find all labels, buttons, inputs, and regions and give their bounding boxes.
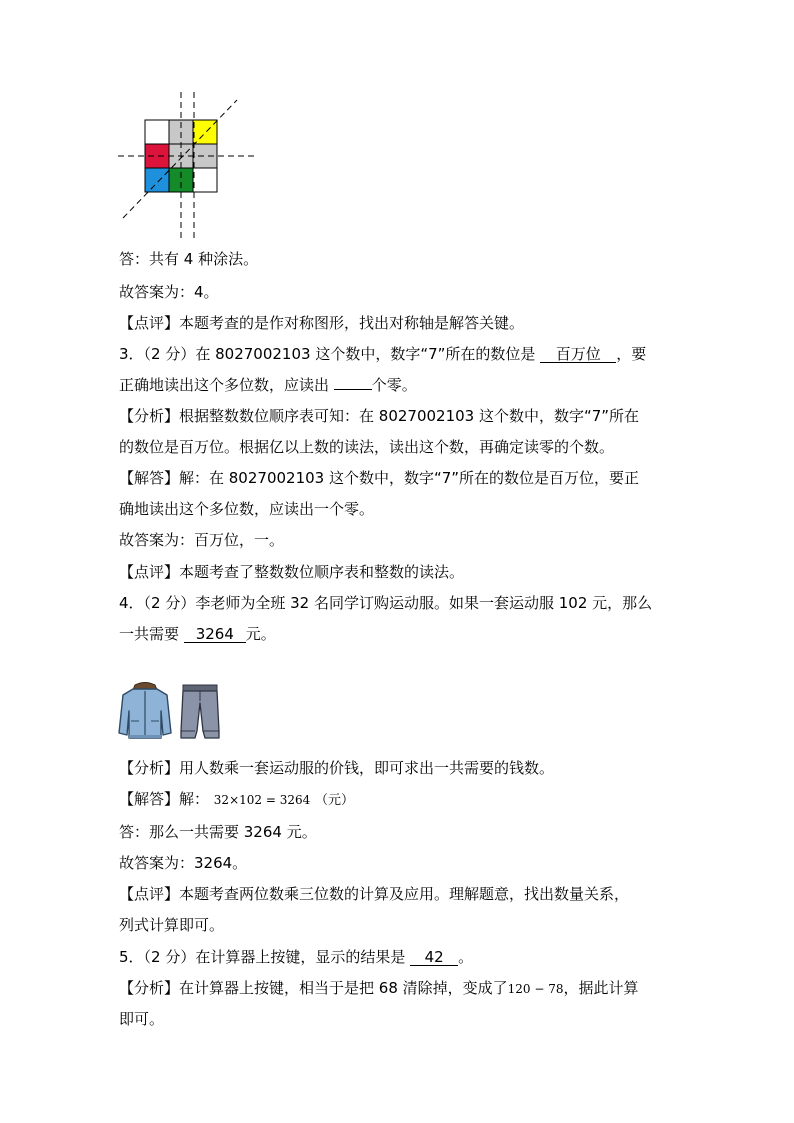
q3-answer: 故答案为：百万位，一。 <box>119 531 285 549</box>
grid-cell <box>145 120 169 144</box>
q5-analysis-2: 即可。 <box>119 1010 165 1028</box>
q4-answer: 故答案为：3264。 <box>119 854 248 872</box>
q3-blank1: 百万位 <box>540 346 616 363</box>
jacket-icon <box>117 681 173 741</box>
symmetry-grid-figure <box>115 90 260 240</box>
q4-solution <box>119 790 354 810</box>
q3-solution-1: 【解答】解：在 8027002103 这个数中，数字“7”所在的数位是百万位，要正 <box>119 469 640 487</box>
q3-line2-prefix: 正确地读出这个多位数，应读出 <box>119 376 330 394</box>
q4-solution-prefix: 【解答】解： <box>119 790 210 808</box>
q4-line2-prefix: 一共需要 <box>119 625 180 643</box>
q3-analysis-2: 的数位是百万位。根据亿以上数的读法，读出这个数，再确定读零的个数。 <box>119 438 615 456</box>
q4-comment-2: 列式计算即可。 <box>119 916 225 934</box>
q3-comment: 【点评】本题考查了整数数位顺序表和整数的读法。 <box>119 563 465 581</box>
q5-line1-suffix: 。 <box>458 948 474 966</box>
comment-1: 【点评】本题考查的是作对称图形，找出对称轴是解答关键。 <box>119 314 525 332</box>
grid-cell <box>169 168 193 192</box>
answer-is-1: 故答案为：4。 <box>119 283 219 301</box>
q4-comment-1: 【点评】本题考查两位数乘三位数的计算及应用。理解题意，找出数量关系， <box>119 885 630 903</box>
grid-cell <box>193 168 217 192</box>
q3-line2 <box>119 376 417 394</box>
q5-analysis-formula: 120 − 78 <box>507 982 564 996</box>
grid-cell <box>193 120 217 144</box>
answer-count: 答：共有 4 种涂法。 <box>119 250 259 268</box>
q4-line2 <box>119 625 276 643</box>
q3-line1-suffix: ，要 <box>616 345 647 363</box>
q5-line1 <box>119 948 473 966</box>
q4-line1: 4．（2 分）李老师为全班 32 名同学订购运动服。如果一套运动服 102 元，那么 <box>119 594 653 612</box>
q4-analysis: 【分析】用人数乘一套运动服的价钱，即可求出一共需要的钱数。 <box>119 759 555 777</box>
q4-solution-formula: 32×102 = 3264 <box>213 793 311 807</box>
q3-line1 <box>119 345 646 363</box>
q4-line2-suffix: 元。 <box>245 625 276 643</box>
diagonal-axis <box>123 100 237 218</box>
q5-line1-prefix: 5．（2 分）在计算器上按键，显示的结果是 <box>119 948 406 966</box>
pants-icon <box>179 683 221 743</box>
q3-solution-2: 确地读出这个多位数，应读出一个零。 <box>119 500 375 518</box>
q4-solution-unit: （元） <box>315 793 355 808</box>
q3-line1-prefix: 3．（2 分）在 8027002103 这个数中，数字“7”所在的数位是 <box>119 345 536 363</box>
grid-cell <box>145 168 169 192</box>
q5-blank: 42 <box>410 949 458 966</box>
q5-analysis-suffix: ，据此计算 <box>563 979 639 997</box>
q3-blank2 <box>334 389 372 390</box>
q5-analysis-prefix: 【分析】在计算器上按键，相当于是把 68 清除掉，变成了 <box>119 979 508 997</box>
q4-statement: 答：那么一共需要 3264 元。 <box>119 823 317 841</box>
q4-blank: 3264 <box>184 626 246 643</box>
q3-line2-suffix: 个零。 <box>371 376 417 394</box>
q3-analysis-1: 【分析】根据整数数位顺序表可知：在 8027002103 这个数中，数字“7”所在 <box>119 407 640 425</box>
q5-analysis-1 <box>119 979 639 998</box>
